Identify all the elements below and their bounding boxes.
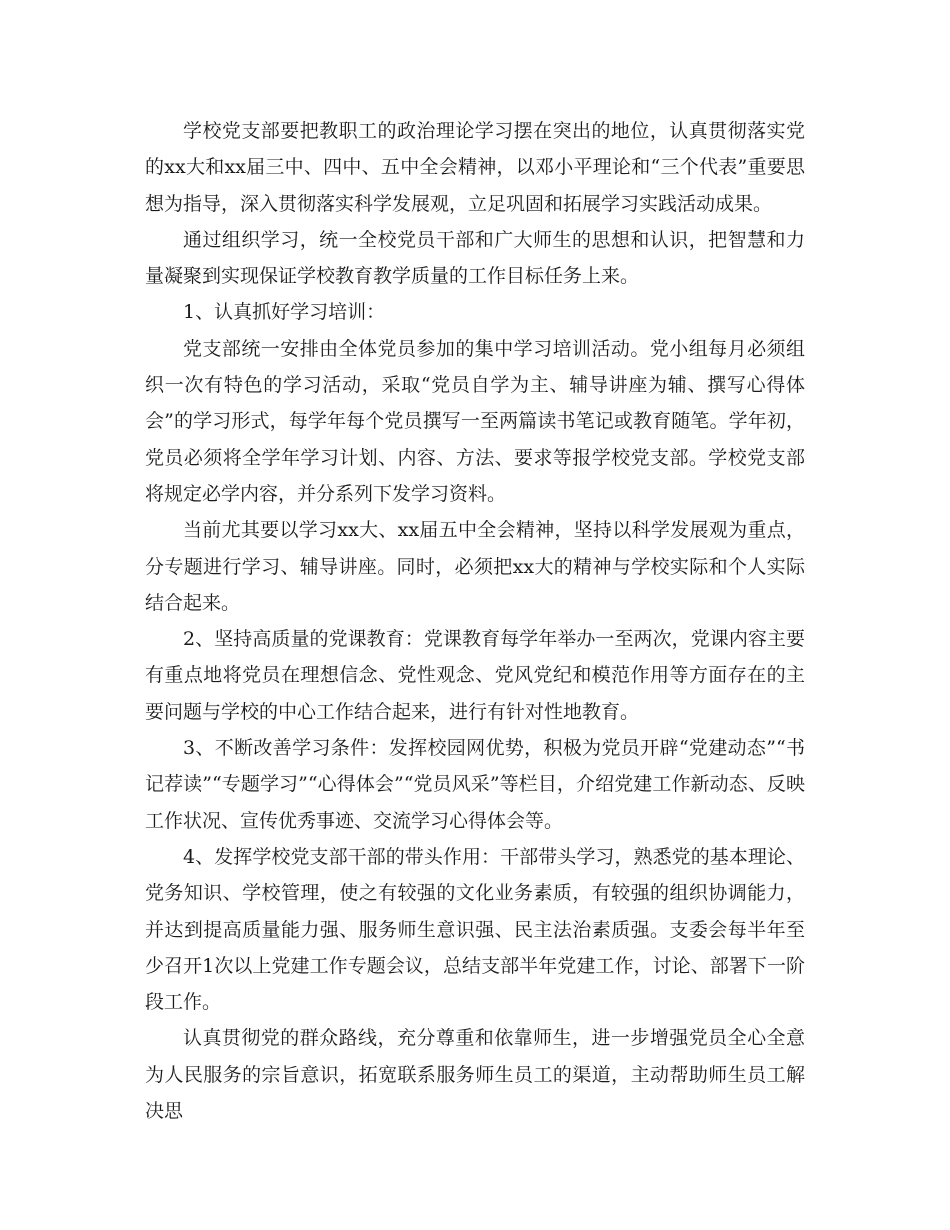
- paragraph-6: 2、坚持高质量的党课教育：党课教育每学年举办一至两次，党课内容主要有重点地将党员在理想信念、党性观念、党风党纪和模范作用等方面存在的主要问题与学校的中心工作结合起来，进行有针对性地教育。: [145, 628, 805, 723]
- paragraph-5: 当前尤其要以学习xx大、xx届五中全会精神，坚持以科学发展观为重点，分专题进行学习、辅导讲座。同时，必须把xx大的精神与学校实际和个人实际结合起来。: [145, 519, 805, 614]
- paragraph-4: 党支部统一安排由全体党员参加的集中学习培训活动。党小组每月必须组织一次有特色的学习活动，采取“党员自学为主、辅导讲座为辅、撰写心得体会”的学习形式，每学年每个党员撰写一至两篇读书笔记或教育随笔。学年初，党员必须将全学年学习计划、内容、方法、要求等报学校党支部。学校党支部将规定必学内容，并分系列下发学习资料。: [145, 337, 805, 505]
- document-body: [145, 113, 805, 1129]
- paragraph-7: 3、不断改善学习条件：发挥校园网优势，积极为党员开辟“党建动态”“书记荐读”“专题学习”“心得体会”“党员风采”等栏目，介绍党建工作新动态、反映工作状况、宣传优秀事迹、交流学习心得体会等。: [145, 737, 805, 832]
- paragraph-3-heading: 1、认真抓好学习培训：: [183, 301, 386, 324]
- paragraph-8: 4、发挥学校党支部干部的带头作用：干部带头学习，熟悉党的基本理论、党务知识、学校管理，使之有较强的文化业务素质，有较强的组织协调能力，并达到提高质量能力强、服务师生意识强、民主法治素质强。支委会每半年至少召开1次以上党建工作专题会议，总结支部半年党建工作，讨论、部署下一阶段工作。: [145, 845, 805, 1014]
- paragraph-9: 认真贯彻党的群众路线，充分尊重和依靠师生，进一步增强党员全心全意为人民服务的宗旨意识，拓宽联系服务师生员工的渠道，主动帮助师生员工解决思: [145, 1027, 805, 1123]
- paragraph-1: 学校党支部要把教职工的政治理论学习摆在突出的地位，认真贯彻落实党的xx大和xx届三中、四中、五中全会精神，以邓小平理论和“三个代表”重要思想为指导，深入贯彻落实科学发展观，立足巩固和拓展学习实践活动成果。: [145, 120, 805, 215]
- paragraph-2: 通过组织学习，统一全校党员干部和广大师生的思想和认识，把智慧和力量凝聚到实现保证学校教育教学质量的工作目标任务上来。: [145, 228, 805, 288]
